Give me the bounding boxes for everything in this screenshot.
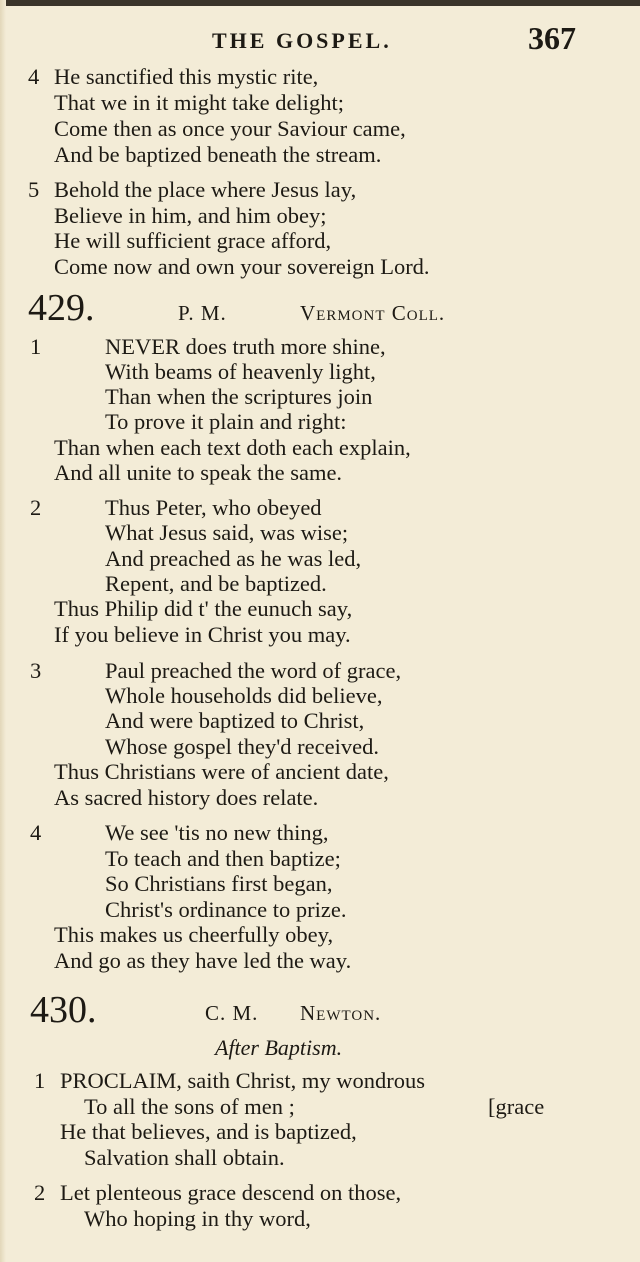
verse-line: To teach and then baptize; — [105, 846, 341, 871]
verse-line: Thus Philip did t' the eunuch say, — [54, 596, 353, 621]
verse-line: Believe in him, and him obey; — [54, 203, 327, 228]
verse-line: And go as they have led the way. — [54, 948, 352, 973]
hymn-meter: C. M. — [205, 1001, 259, 1025]
verse-line: Than when the scriptures join — [105, 384, 373, 409]
verse-number: 4 — [30, 820, 42, 845]
verse-line: Let plenteous grace descend on those, — [60, 1180, 402, 1205]
verse-line: Thus Christians were of ancient date, — [54, 759, 389, 784]
verse-line: PROCLAIM, saith Christ, my wondrous — [60, 1068, 426, 1093]
verse-number: 4 — [28, 64, 40, 89]
verse-line: Than when each text doth each explain, — [54, 435, 411, 460]
verse-number: 5 — [28, 177, 40, 202]
verse-line: He sanctified this mystic rite, — [54, 64, 319, 89]
verse-line: Christ's ordinance to prize. — [105, 897, 347, 922]
verse-line: Whole households did believe, — [105, 683, 383, 708]
verse-line: Repent, and be baptized. — [105, 571, 327, 596]
running-title: THE GOSPEL. — [212, 28, 392, 53]
verse-line: With beams of heavenly light, — [105, 359, 376, 384]
hymn-meter: P. M. — [178, 301, 227, 325]
verse-line: That we in it might take delight; — [54, 90, 344, 115]
verse-line: And preached as he was led, — [105, 546, 362, 571]
verse-line: We see 'tis no new thing, — [105, 820, 329, 845]
verse-line: What Jesus said, was wise; — [105, 520, 349, 545]
verse-line: And be baptized beneath the stream. — [54, 142, 382, 167]
hymn-number: 429. — [28, 287, 95, 329]
verse-line: This makes us cheerfully obey, — [54, 922, 334, 947]
verse-line: And all unite to speak the same. — [54, 460, 343, 485]
verse-line: To all the sons of men ; — [84, 1094, 295, 1119]
hymn-tune: Vermont Coll. — [300, 301, 446, 325]
verse-line: Who hoping in thy word, — [84, 1206, 311, 1231]
verse-line: He will sufficient grace afford, — [54, 228, 332, 253]
verse-line: Whose gospel they'd received. — [105, 734, 379, 759]
verse-line: Paul preached the word of grace, — [105, 658, 402, 683]
verse-number: 2 — [30, 495, 42, 520]
verse-number: 1 — [34, 1068, 46, 1093]
verse-line: To prove it plain and right: — [105, 409, 347, 434]
verse-line: So Christians first began, — [105, 871, 333, 896]
hymn-subtitle: After Baptism. — [215, 1035, 343, 1060]
hymn-number: 430. — [30, 989, 97, 1031]
verse-line: He that believes, and is baptized, — [60, 1119, 357, 1144]
verse-number: 3 — [30, 658, 42, 683]
verse-line: Salvation shall obtain. — [84, 1145, 285, 1170]
hymn-tune: Newton. — [300, 1001, 382, 1025]
verse-line: Come then as once your Saviour came, — [54, 116, 406, 141]
top-border — [0, 0, 640, 6]
verse-line: And were baptized to Christ, — [105, 708, 365, 733]
verse-line: Thus Peter, who obeyed — [105, 495, 322, 520]
verse-number: 2 — [34, 1180, 46, 1205]
verse-number: 1 — [30, 334, 42, 359]
verse-line: NEVER does truth more shine, — [105, 334, 386, 359]
turnover-bracket: [grace — [488, 1094, 545, 1119]
verse-line: Behold the place where Jesus lay, — [54, 177, 357, 202]
page-edge-shadow — [0, 0, 6, 1262]
verse-line: As sacred history does relate. — [54, 785, 319, 810]
verse-line: Come now and own your sovereign Lord. — [54, 254, 430, 279]
running-header — [0, 18, 640, 58]
verse-line: If you believe in Christ you may. — [54, 622, 351, 647]
page-number: 367 — [528, 20, 576, 56]
